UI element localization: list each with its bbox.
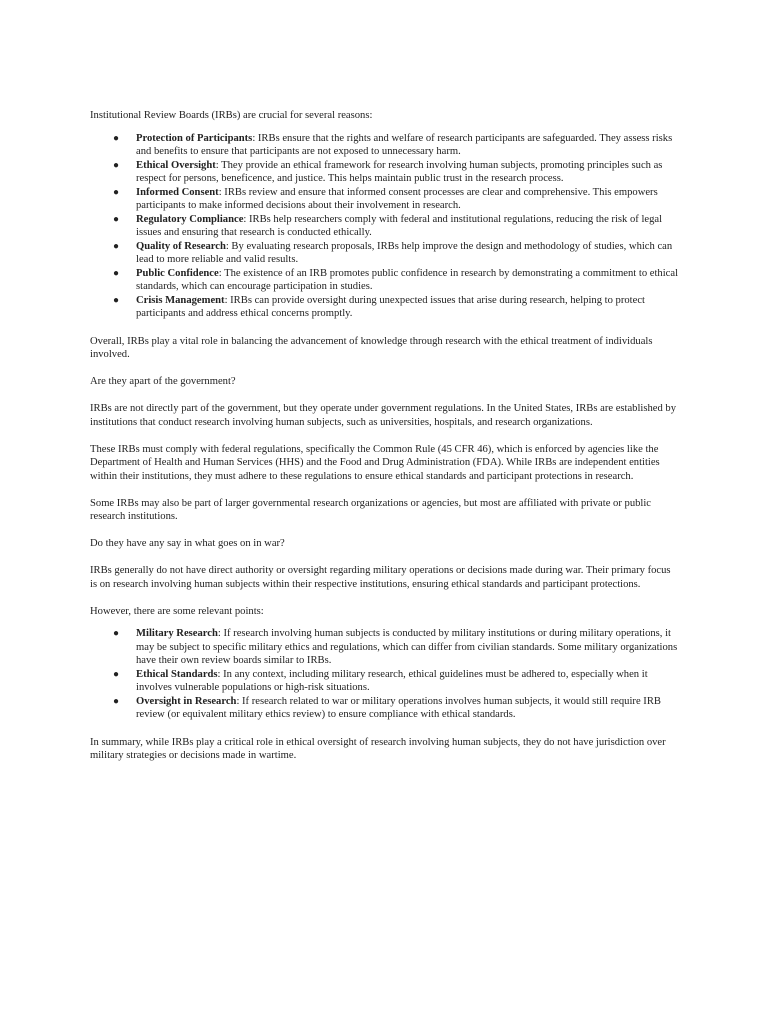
list-item	[113, 132, 678, 159]
list-item	[113, 294, 678, 321]
list-item-text: : IRBs help researchers comply with federal and institutional regulations, reducing the risk of legal issues and ensuring that research is conducted ethically.	[136, 213, 663, 238]
list-item-term: Informed Consent	[136, 186, 219, 198]
list-item-text: : If research related to war or military operations involves human subjects, it would still require IRB review (or equivalent military ethics review) to ensure compliance with ethical standards.	[136, 695, 661, 720]
answer-paragraph-2: These IRBs must comply with federal regulations, specifically the Common Rule (45 CFR 46), which is enforced by agencies like the Department of Health and Human Services (HHS) and the Food and Drug Administration (FDA). While IRBs are independent entities within their institutions, they must adhere to these regulations to ensure ethical standards and participant protections in research.	[90, 443, 660, 482]
question-war: Do they have any say in what goes on in war?	[90, 538, 285, 549]
list-item	[113, 186, 678, 213]
bullet-icon: ●	[113, 159, 120, 171]
bullet-icon: ●	[113, 294, 120, 306]
list-item-term: Crisis Management	[136, 294, 225, 306]
summary-paragraph: Overall, IRBs play a vital role in balancing the advancement of knowledge through research with the ethical treatment of individuals involved.	[90, 335, 653, 360]
list-item-text: : By evaluating research proposals, IRBs help improve the design and methodology of studies, which can lead to more reliable and valid results.	[136, 240, 673, 265]
bullet-icon: ●	[113, 628, 120, 639]
points-list	[90, 627, 678, 722]
list-item-term: Regulatory Compliance	[136, 213, 244, 225]
list-item-text: : The existence of an IRB promotes public confidence in research by demonstrating a commitment to ethical standards, which can encourage participation in studies.	[136, 267, 679, 292]
list-item-term: Ethical Oversight	[136, 159, 216, 171]
intro-paragraph: Institutional Review Boards (IRBs) are crucial for several reasons:	[90, 110, 373, 121]
relevant-points-intro: However, there are some relevant points:	[90, 605, 264, 617]
list-item	[113, 627, 678, 668]
list-item-text: : They provide an ethical framework for research involving human subjects, promoting principles such as respect for persons, beneficence, and justice. This helps maintain public trust in the research process.	[136, 159, 663, 184]
reasons-list	[90, 132, 678, 321]
list-item-term: Oversight in Research	[136, 695, 237, 707]
list-item	[113, 159, 678, 186]
question-government: Are they apart of the government?	[90, 376, 236, 387]
list-item	[113, 267, 679, 294]
list-item-term: Protection of Participants	[136, 132, 253, 144]
bullet-icon: ●	[113, 267, 120, 279]
list-item-text: : IRBs ensure that the rights and welfare of research participants are safeguarded. They assess risks and benefits to ensure that participants are not exposed to unnecessary harm.	[136, 132, 673, 157]
war-answer-paragraph: IRBs generally do not have direct authority or oversight regarding military operations or decisions made during war. Their primary focus is on research involving human subjects within their respective institutions, ensuring ethical standards and participant protections.	[90, 565, 671, 590]
answer-paragraph-1: IRBs are not directly part of the government, but they operate under government regulations. In the United States, IRBs are established by institutions that conduct research involving human subjects, such as universities, hospitals, and research organizations.	[90, 403, 677, 428]
bullet-icon: ●	[113, 240, 120, 252]
list-item	[113, 668, 678, 695]
list-item	[113, 240, 678, 267]
bullet-icon: ●	[113, 132, 120, 144]
list-item-term: Public Confidence	[136, 267, 219, 279]
list-item	[113, 213, 678, 240]
bullet-icon: ●	[113, 695, 120, 707]
bullet-icon: ●	[113, 213, 120, 225]
list-item-term: Ethical Standards	[136, 668, 218, 680]
list-item-text: : IRBs review and ensure that informed consent processes are clear and comprehensive. This empowers participants to make informed decisions about their involvement in research.	[136, 186, 658, 211]
list-item-text: : In any context, including military research, ethical guidelines must be adhered to, especially when it involves vulnerable populations or high-risk situations.	[136, 668, 648, 693]
list-item-term: Quality of Research	[136, 240, 226, 252]
list-item-text: : If research involving human subjects is conducted by military institutions or during military operations, it may be subject to specific military ethics and regulations, which can differ from civilian standards. Some military organizations have their own review boards similar to IRBs.	[136, 628, 678, 666]
list-item-text: : IRBs can provide oversight during unexpected issues that arise during research, helping to protect participants and address ethical concerns promptly.	[136, 294, 645, 319]
conclusion-paragraph: In summary, while IRBs play a critical role in ethical oversight of research involving human subjects, they do not have jurisdiction over military strategies or decisions made in wartime.	[90, 736, 666, 761]
bullet-icon: ●	[113, 186, 120, 198]
list-item	[113, 695, 678, 722]
list-item-term: Military Research	[136, 628, 218, 639]
answer-paragraph-3: Some IRBs may also be part of larger governmental research organizations or agencies, but most are affiliated with private or public research institutions.	[90, 497, 651, 522]
bullet-icon: ●	[113, 668, 120, 680]
